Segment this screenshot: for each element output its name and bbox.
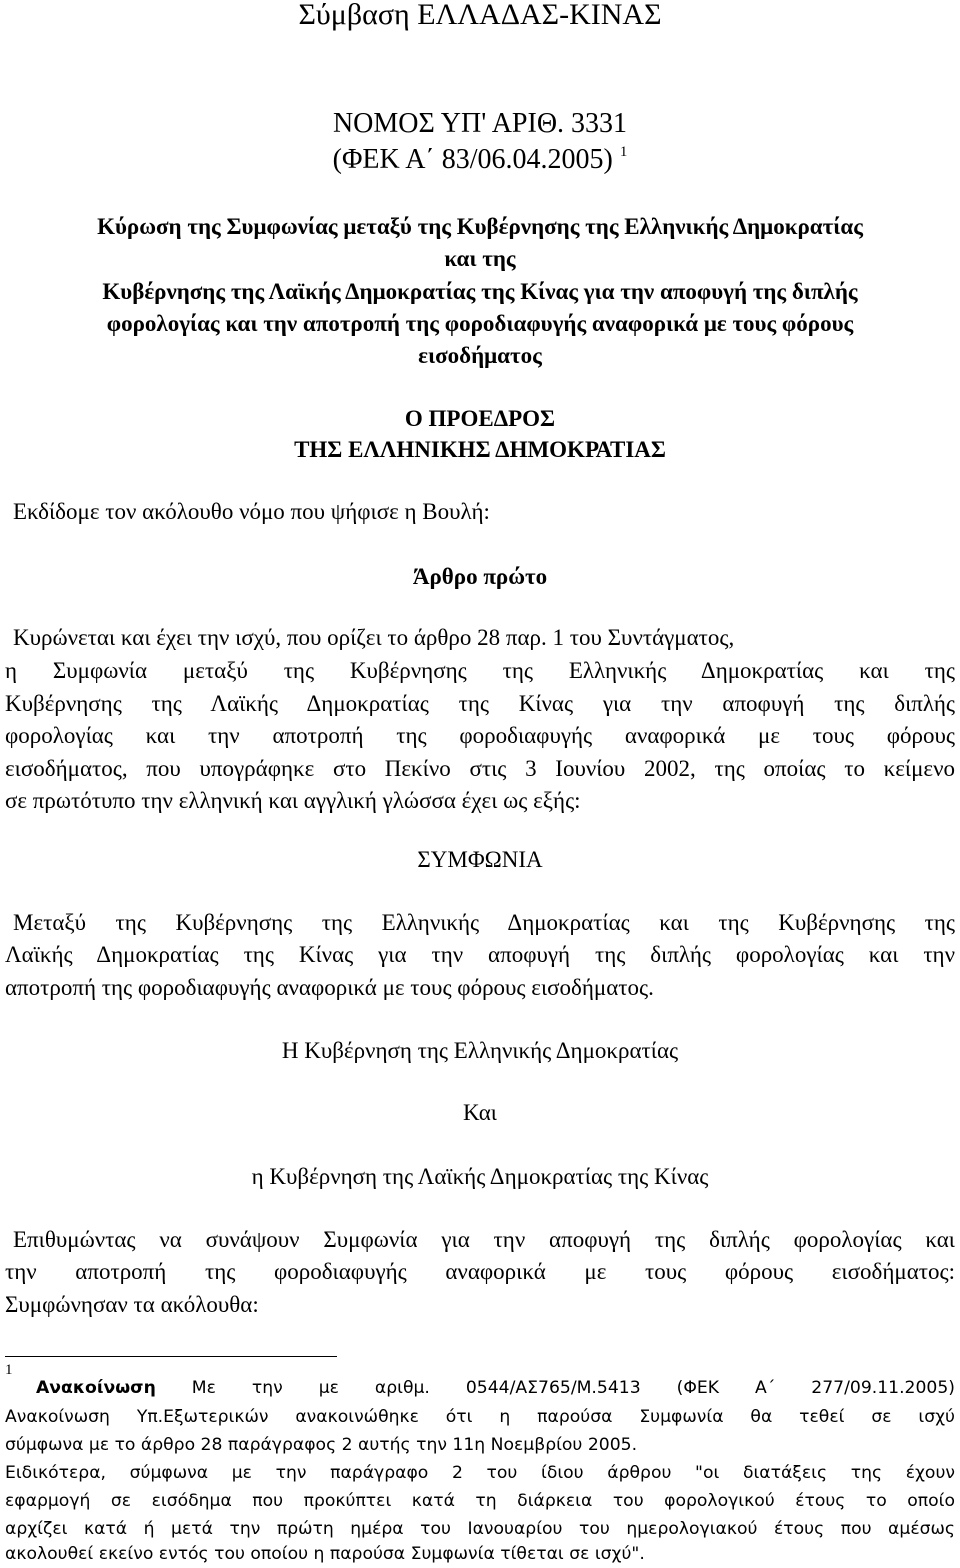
- agreement-intro-line-2: Λαϊκής Δημοκρατίας της Κίνας για την αποφυγή της διπλής φορολογίας και την: [5, 942, 955, 967]
- party-second: η Κυβέρνηση της Λαϊκής Δημοκρατίας της Κίνας: [251, 1164, 709, 1189]
- party-and: Και: [463, 1100, 497, 1125]
- law-title-line-5: εισοδήματος: [418, 343, 542, 368]
- preamble-line-2: την αποτροπή της φοροδιαφυγής αναφορικά με τους φόρους εισοδήματος:: [5, 1259, 955, 1284]
- footnote-line-7: ακολουθεί εκείνο εντός του οποίου η παρούσα Συμφωνία τίθεται σε ισχύ".: [5, 1544, 645, 1564]
- article-body-line-3: Κυβέρνησης της Λαϊκής Δημοκρατίας της Κίνας για την αποφυγή της διπλής: [5, 691, 955, 716]
- footnote-ref: 1: [619, 144, 628, 160]
- article-heading: Άρθρο πρώτο: [412, 564, 548, 589]
- president-line-2: ΤΗΣ ΕΛΛΗΝΙΚΗΣ ΔΗΜΟΚΡΑΤΙΑΣ: [294, 437, 666, 462]
- law-title-line-4: φορολογίας και την αποτροπή της φοροδιαφυγής αναφορικά με τους φόρους: [106, 311, 854, 336]
- article-body-line-4: φορολογίας και την αποτροπή της φοροδιαφυγής αναφορικά με τους φόρους: [5, 723, 955, 748]
- footnote-line-1-text: Με την με αριθμ. 0544/ΑΣ765/Μ.5413 (ΦΕΚ Α΄ 277/09.11.2005): [191, 1378, 955, 1398]
- footnote-line-1: [36, 1376, 955, 1400]
- article-body-line-6: σε πρωτότυπο την ελληνική και αγγλική γλώσσα έχει ως εξής:: [5, 788, 581, 813]
- agreement-intro-line-3: αποτροπή της φοροδιαφυγής αναφορικά με τους φόρους εισοδήματος.: [5, 975, 654, 1000]
- article-body-line-5: εισοδήματος, που υπογράφηκε στο Πεκίνο στις 3 Ιουνίου 2002, της οποίας το κείμενο: [5, 756, 955, 781]
- law-number: ΝΟΜΟΣ ΥΠ' ΑΡΙΘ. 3331: [332, 108, 628, 139]
- footnote-number: 1: [5, 1362, 13, 1378]
- party-first: Η Κυβέρνηση της Ελληνικής Δημοκρατίας: [281, 1038, 679, 1063]
- preamble-line-1: Επιθυμώντας να συνάψουν Συμφωνία για την αποφυγή της διπλής φορολογίας και: [13, 1227, 955, 1252]
- footnote-line-3: σύμφωνα με το άρθρο 28 παράγραφος 2 αυτής την 11η Νοεμβρίου 2005.: [5, 1435, 638, 1455]
- footnote-separator: [5, 1356, 337, 1357]
- agreement-heading: ΣΥΜΦΩΝΙΑ: [417, 847, 543, 872]
- footnote-line-4: Ειδικότερα, σύμφωνα με την παράγραφο 2 του ίδιου άρθρου "οι διατάξεις της έχουν: [5, 1463, 955, 1483]
- enactment-clause: Εκδίδομε τον ακόλουθο νόμο που ψήφισε η Βουλή:: [13, 499, 490, 524]
- footnote-label: Ανακοίνωση: [36, 1378, 156, 1398]
- gazette-text: (ΦΕΚ Α΄ 83/06.04.2005): [332, 144, 613, 175]
- document-title: Σύμβαση ΕΛΛΑΔΑΣ-ΚΙΝΑΣ: [298, 0, 662, 31]
- law-title-line-1: Κύρωση της Συμφωνίας μεταξύ της Κυβέρνησης της Ελληνικής Δημοκρατίας: [97, 214, 863, 239]
- agreement-intro-line-1: Μεταξύ της Κυβέρνησης της Ελληνικής Δημοκρατίας και της Κυβέρνησης της: [13, 910, 955, 935]
- footnote-line-6: αρχίζει κατά ή μετά την πρώτη ημέρα του Ιανουαρίου του ημερολογιακού έτους που αμέσως: [5, 1519, 955, 1539]
- article-body-line-1: Κυρώνεται και έχει την ισχύ, που ορίζει το άρθρο 28 παρ. 1 του Συντάγματος,: [13, 625, 735, 650]
- footnote-line-5: εφαρμογή σε εισόδημα που προκύπτει κατά τη διάρκεια του φορολογικού έτους το οποίο: [5, 1491, 955, 1511]
- footnote-line-2: Ανακοίνωση Υπ.Εξωτερικών ανακοινώθηκε ότι η παρούσα Συμφωνία θα τεθεί σε ισχύ: [5, 1407, 955, 1427]
- article-body-line-2: η Συμφωνία μεταξύ της Κυβέρνησης της Ελληνικής Δημοκρατίας και της: [5, 658, 955, 683]
- gazette-reference: [0, 144, 960, 176]
- law-title-line-3: Κυβέρνησης της Λαϊκής Δημοκρατίας της Κίνας για την αποφυγή της διπλής: [102, 279, 858, 304]
- preamble-line-3: Συμφώνησαν τα ακόλουθα:: [5, 1292, 259, 1317]
- law-title-line-2: και της: [444, 246, 516, 271]
- president-line-1: Ο ΠΡΟΕΔΡΟΣ: [404, 406, 556, 431]
